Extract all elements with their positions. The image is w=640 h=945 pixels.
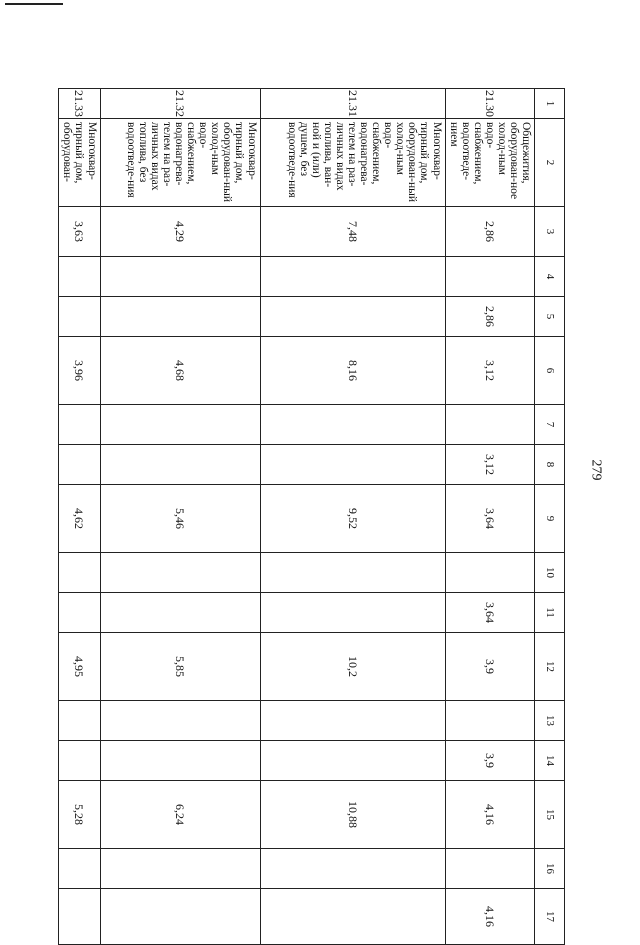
- column-number-cell: 8: [535, 445, 565, 485]
- value-cell: [100, 257, 260, 297]
- top-rule: [5, 3, 63, 5]
- row-code-cell: 21.32: [100, 89, 260, 119]
- value-cell: [445, 701, 534, 741]
- table-row: [260, 89, 445, 945]
- value-cell: 5,28: [59, 781, 100, 849]
- value-cell: 7,48: [260, 207, 445, 257]
- value-cell: [100, 849, 260, 889]
- value-cell: [100, 405, 260, 445]
- value-cell: [59, 849, 100, 889]
- value-cell: [100, 593, 260, 633]
- value-cell: 4,68: [100, 337, 260, 405]
- value-cell: 4,16: [445, 781, 534, 849]
- value-cell: [59, 445, 100, 485]
- value-cell: 3,9: [445, 741, 534, 781]
- value-cell: [59, 741, 100, 781]
- column-number-cell: 16: [535, 849, 565, 889]
- value-cell: 4,95: [59, 633, 100, 701]
- value-cell: [100, 553, 260, 593]
- value-cell: [445, 553, 534, 593]
- column-number-cell: 10: [535, 553, 565, 593]
- table-row: [445, 89, 534, 945]
- value-cell: 2,86: [445, 207, 534, 257]
- value-cell: 3,9: [445, 633, 534, 701]
- value-cell: 5,46: [100, 485, 260, 553]
- value-cell: 4,29: [100, 207, 260, 257]
- value-cell: [100, 445, 260, 485]
- value-cell: [59, 405, 100, 445]
- column-number-cell: 12: [535, 633, 565, 701]
- column-number-cell: 6: [535, 337, 565, 405]
- value-cell: 10,2: [260, 633, 445, 701]
- page-number: 279: [588, 459, 604, 481]
- tariff-table: [58, 88, 565, 945]
- value-cell: 5,85: [100, 633, 260, 701]
- column-number-cell: 9: [535, 485, 565, 553]
- value-cell: [100, 701, 260, 741]
- value-cell: 4,62: [59, 485, 100, 553]
- column-number-cell: 5: [535, 297, 565, 337]
- value-cell: [260, 849, 445, 889]
- value-cell: 6,24: [100, 781, 260, 849]
- value-cell: 2,86: [445, 297, 534, 337]
- value-cell: 9,52: [260, 485, 445, 553]
- value-cell: [445, 405, 534, 445]
- column-number-cell: 1: [535, 89, 565, 119]
- column-number-cell: 13: [535, 701, 565, 741]
- table-row: [59, 89, 100, 945]
- value-cell: [100, 297, 260, 337]
- row-code-cell: 21.30: [445, 89, 534, 119]
- value-cell: 3,64: [445, 485, 534, 553]
- value-cell: [260, 257, 445, 297]
- column-number-cell: 3: [535, 207, 565, 257]
- value-cell: [59, 553, 100, 593]
- column-number-cell: 11: [535, 593, 565, 633]
- value-cell: [260, 405, 445, 445]
- value-cell: [445, 849, 534, 889]
- column-number-cell: 15: [535, 781, 565, 849]
- row-description-cell: Многоквар-тирный дом, оборудован-ный холод-ным водо-снабжением, водонагрева-телем на раз-личных видах топлива, без водоотведе-ния: [100, 119, 260, 207]
- value-cell: [100, 741, 260, 781]
- value-cell: [59, 593, 100, 633]
- value-cell: [260, 445, 445, 485]
- row-description-cell: Общежития, оборудован-ное холод-ным водо-снабжением, водоотведе-нием: [445, 119, 534, 207]
- column-number-cell: 17: [535, 889, 565, 945]
- value-cell: [260, 553, 445, 593]
- column-number-cell: 7: [535, 405, 565, 445]
- column-number-row: [535, 89, 565, 945]
- column-number-cell: 2: [535, 119, 565, 207]
- value-cell: 3,63: [59, 207, 100, 257]
- value-cell: 4,16: [445, 889, 534, 945]
- value-cell: 3,96: [59, 337, 100, 405]
- value-cell: 3,64: [445, 593, 534, 633]
- value-cell: [59, 257, 100, 297]
- value-cell: [260, 889, 445, 945]
- value-cell: [445, 257, 534, 297]
- value-cell: [260, 741, 445, 781]
- column-number-cell: 14: [535, 741, 565, 781]
- table-row: [100, 89, 260, 945]
- value-cell: 3,12: [445, 337, 534, 405]
- value-cell: 10,88: [260, 781, 445, 849]
- value-cell: 3,12: [445, 445, 534, 485]
- value-cell: [100, 889, 260, 945]
- value-cell: [59, 889, 100, 945]
- value-cell: [260, 297, 445, 337]
- row-description-cell: Многоквар-тирный дом, оборудован-: [59, 119, 100, 207]
- value-cell: [59, 297, 100, 337]
- column-number-cell: 4: [535, 257, 565, 297]
- value-cell: [260, 593, 445, 633]
- row-code-cell: 21.31: [260, 89, 445, 119]
- value-cell: [59, 701, 100, 741]
- value-cell: [260, 701, 445, 741]
- value-cell: 8,16: [260, 337, 445, 405]
- row-code-cell: 21.33: [59, 89, 100, 119]
- row-description-cell: Многоквар-тирный дом, оборудован-ный холод-ным водо-снабжением, водонагрева-телем на раз-личных видах топлива, ван-ной и (или) душем, без водоотведе-ния: [260, 119, 445, 207]
